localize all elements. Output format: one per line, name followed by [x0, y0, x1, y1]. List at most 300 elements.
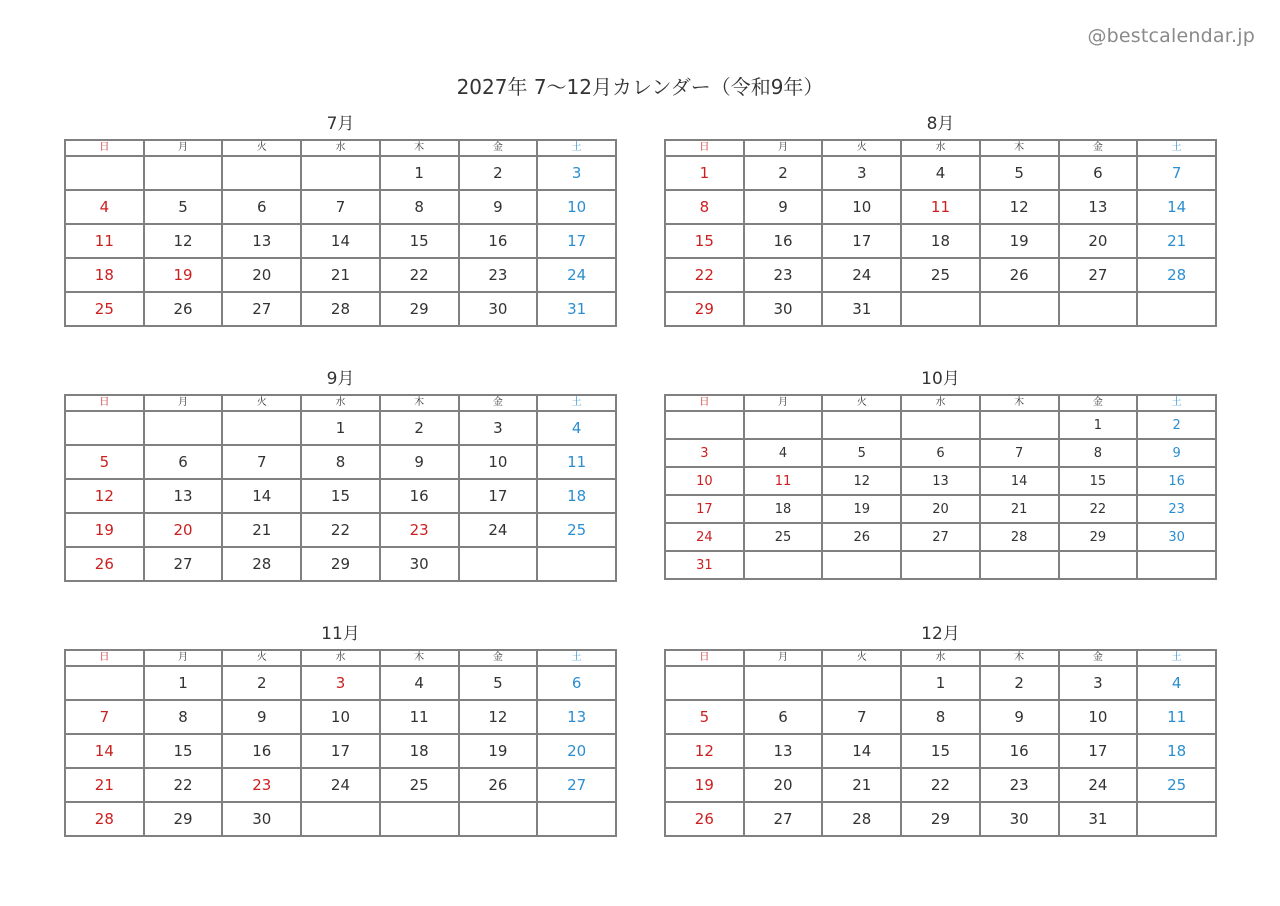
week-row [665, 666, 1216, 700]
day-cell: 16 [980, 734, 1059, 768]
day-cell [901, 292, 980, 326]
day-cell: 1 [144, 666, 223, 700]
day-cell: 8 [901, 700, 980, 734]
day-cell: 10 [537, 190, 616, 224]
day-cell: 11 [65, 224, 144, 258]
week-row [65, 768, 616, 802]
day-cell: 3 [301, 666, 380, 700]
day-cell: 14 [301, 224, 380, 258]
day-cell: 1 [901, 666, 980, 700]
day-cell: 12 [980, 190, 1059, 224]
day-cell: 23 [744, 258, 823, 292]
day-cell: 5 [144, 190, 223, 224]
month-title: 11月 [321, 624, 360, 644]
weekday-header: 土 [1137, 650, 1216, 666]
day-cell: 6 [537, 666, 616, 700]
site-credit: @bestcalendar.jp [1087, 25, 1255, 47]
day-cell: 16 [744, 224, 823, 258]
day-cell: 2 [222, 666, 301, 700]
day-cell: 6 [1059, 156, 1138, 190]
day-cell: 18 [537, 479, 616, 513]
day-cell: 19 [459, 734, 538, 768]
day-cell: 12 [822, 467, 901, 495]
weekday-header-row [665, 650, 1216, 666]
day-cell: 28 [65, 802, 144, 836]
day-cell: 12 [459, 700, 538, 734]
weekday-header-row [65, 650, 616, 666]
week-row [65, 445, 616, 479]
day-cell: 8 [380, 190, 459, 224]
week-row [665, 411, 1216, 439]
week-row [65, 411, 616, 445]
day-cell: 1 [665, 156, 744, 190]
day-cell: 25 [744, 523, 823, 551]
day-cell: 28 [301, 292, 380, 326]
day-cell: 7 [65, 700, 144, 734]
day-cell: 9 [222, 700, 301, 734]
day-cell: 24 [822, 258, 901, 292]
day-cell [537, 547, 616, 581]
day-cell: 26 [980, 258, 1059, 292]
day-cell: 21 [1137, 224, 1216, 258]
day-cell: 19 [822, 495, 901, 523]
day-cell: 10 [301, 700, 380, 734]
day-cell: 5 [65, 445, 144, 479]
day-cell: 2 [380, 411, 459, 445]
day-cell: 24 [1059, 768, 1138, 802]
day-cell: 10 [822, 190, 901, 224]
page-title: 2027年 7〜12月カレンダー（令和9年） [456, 75, 824, 99]
month-title: 8月 [926, 114, 955, 134]
week-row [65, 156, 616, 190]
weekday-header: 木 [380, 140, 459, 156]
weekday-header: 土 [537, 395, 616, 411]
day-cell: 6 [144, 445, 223, 479]
weekday-header-row [65, 140, 616, 156]
day-cell: 3 [537, 156, 616, 190]
day-cell: 2 [980, 666, 1059, 700]
month-title: 9月 [326, 369, 355, 389]
week-row [665, 439, 1216, 467]
weekday-header-row [665, 140, 1216, 156]
day-cell: 18 [380, 734, 459, 768]
day-cell: 13 [222, 224, 301, 258]
week-row [665, 156, 1216, 190]
day-cell: 4 [537, 411, 616, 445]
weekday-header: 月 [144, 140, 223, 156]
day-cell: 31 [822, 292, 901, 326]
day-cell: 29 [901, 802, 980, 836]
weekday-header: 月 [144, 650, 223, 666]
day-cell: 7 [1137, 156, 1216, 190]
day-cell: 30 [380, 547, 459, 581]
day-cell [144, 411, 223, 445]
month-title: 10月 [921, 369, 960, 389]
day-cell: 6 [901, 439, 980, 467]
day-cell [744, 666, 823, 700]
day-cell: 4 [744, 439, 823, 467]
weekday-header: 金 [1059, 650, 1138, 666]
day-cell: 27 [901, 523, 980, 551]
week-row [665, 467, 1216, 495]
weekday-header: 月 [744, 650, 823, 666]
day-cell: 8 [301, 445, 380, 479]
day-cell [380, 802, 459, 836]
day-cell: 16 [222, 734, 301, 768]
day-cell: 25 [380, 768, 459, 802]
weekday-header: 木 [980, 650, 1059, 666]
week-row [665, 551, 1216, 579]
weekday-header: 水 [301, 140, 380, 156]
month-title: 7月 [326, 114, 355, 134]
day-cell: 17 [537, 224, 616, 258]
day-cell [222, 156, 301, 190]
day-cell [144, 156, 223, 190]
week-row [65, 258, 616, 292]
month-calendar [664, 114, 1217, 327]
day-cell: 30 [459, 292, 538, 326]
day-cell [665, 411, 744, 439]
month-calendar [664, 369, 1217, 580]
month-calendar [64, 369, 617, 582]
day-cell: 26 [65, 547, 144, 581]
day-cell [1137, 292, 1216, 326]
day-cell [537, 802, 616, 836]
day-cell: 22 [1059, 495, 1138, 523]
day-cell: 14 [222, 479, 301, 513]
day-cell: 9 [459, 190, 538, 224]
day-cell: 22 [665, 258, 744, 292]
day-cell [222, 411, 301, 445]
day-cell: 6 [222, 190, 301, 224]
day-cell: 21 [301, 258, 380, 292]
weekday-header: 金 [1059, 140, 1138, 156]
day-cell [1137, 551, 1216, 579]
day-cell [980, 292, 1059, 326]
day-cell: 25 [1137, 768, 1216, 802]
day-cell: 16 [1137, 467, 1216, 495]
day-cell: 17 [1059, 734, 1138, 768]
day-cell: 10 [665, 467, 744, 495]
weekday-header: 水 [901, 395, 980, 411]
day-cell: 7 [980, 439, 1059, 467]
day-cell: 25 [901, 258, 980, 292]
day-cell [459, 802, 538, 836]
day-cell: 3 [822, 156, 901, 190]
week-row [65, 666, 616, 700]
weekday-header: 水 [301, 395, 380, 411]
day-cell: 2 [744, 156, 823, 190]
day-cell: 15 [301, 479, 380, 513]
day-cell: 27 [222, 292, 301, 326]
day-cell [822, 666, 901, 700]
weekday-header: 土 [1137, 395, 1216, 411]
day-cell: 5 [459, 666, 538, 700]
weekday-header: 木 [980, 395, 1059, 411]
weekday-header: 金 [459, 650, 538, 666]
week-row [65, 547, 616, 581]
day-cell: 18 [65, 258, 144, 292]
day-cell: 11 [537, 445, 616, 479]
day-cell: 15 [901, 734, 980, 768]
weekday-header: 木 [380, 650, 459, 666]
week-row [665, 523, 1216, 551]
day-cell: 27 [537, 768, 616, 802]
day-cell: 30 [744, 292, 823, 326]
day-cell: 12 [665, 734, 744, 768]
day-cell: 5 [980, 156, 1059, 190]
week-row [665, 768, 1216, 802]
day-cell: 20 [144, 513, 223, 547]
day-cell: 13 [144, 479, 223, 513]
day-cell: 28 [222, 547, 301, 581]
weekday-header: 月 [144, 395, 223, 411]
day-cell: 12 [144, 224, 223, 258]
weekday-header: 水 [301, 650, 380, 666]
day-cell: 19 [144, 258, 223, 292]
day-cell: 22 [380, 258, 459, 292]
week-row [665, 224, 1216, 258]
day-cell: 13 [744, 734, 823, 768]
weekday-header: 水 [901, 650, 980, 666]
day-cell: 7 [822, 700, 901, 734]
day-cell: 5 [665, 700, 744, 734]
day-cell: 5 [822, 439, 901, 467]
day-cell: 16 [380, 479, 459, 513]
weekday-header: 日 [665, 140, 744, 156]
day-cell: 20 [901, 495, 980, 523]
week-row [65, 734, 616, 768]
month-calendar [664, 624, 1217, 837]
weekday-header: 火 [822, 650, 901, 666]
day-cell: 31 [537, 292, 616, 326]
day-cell [901, 551, 980, 579]
day-cell: 24 [301, 768, 380, 802]
day-cell: 12 [65, 479, 144, 513]
weekday-header: 金 [459, 140, 538, 156]
day-cell: 26 [665, 802, 744, 836]
day-cell: 23 [1137, 495, 1216, 523]
weekday-header: 日 [65, 140, 144, 156]
day-cell: 8 [144, 700, 223, 734]
day-cell [665, 666, 744, 700]
week-row [665, 258, 1216, 292]
day-cell: 15 [144, 734, 223, 768]
day-cell: 2 [459, 156, 538, 190]
week-row [665, 700, 1216, 734]
weekday-header-row [65, 395, 616, 411]
day-cell: 19 [665, 768, 744, 802]
weekday-header: 火 [222, 395, 301, 411]
day-cell: 24 [459, 513, 538, 547]
day-cell [980, 551, 1059, 579]
day-cell: 1 [301, 411, 380, 445]
day-cell: 11 [1137, 700, 1216, 734]
day-cell: 14 [980, 467, 1059, 495]
week-row [665, 495, 1216, 523]
day-cell: 9 [380, 445, 459, 479]
weekday-header: 火 [222, 650, 301, 666]
day-cell: 29 [665, 292, 744, 326]
day-cell: 29 [144, 802, 223, 836]
day-cell: 17 [665, 495, 744, 523]
month-table [664, 649, 1217, 837]
day-cell [65, 411, 144, 445]
day-cell: 28 [1137, 258, 1216, 292]
day-cell: 11 [901, 190, 980, 224]
day-cell: 20 [537, 734, 616, 768]
weekday-header: 木 [380, 395, 459, 411]
month-calendar [64, 114, 617, 327]
day-cell: 1 [1059, 411, 1138, 439]
day-cell: 20 [1059, 224, 1138, 258]
day-cell: 26 [459, 768, 538, 802]
day-cell: 29 [380, 292, 459, 326]
day-cell: 21 [65, 768, 144, 802]
day-cell [65, 666, 144, 700]
week-row [665, 734, 1216, 768]
day-cell: 8 [665, 190, 744, 224]
day-cell: 14 [65, 734, 144, 768]
day-cell: 4 [901, 156, 980, 190]
day-cell: 3 [459, 411, 538, 445]
day-cell: 30 [980, 802, 1059, 836]
day-cell [822, 551, 901, 579]
weekday-header: 日 [65, 395, 144, 411]
week-row [65, 513, 616, 547]
day-cell: 29 [1059, 523, 1138, 551]
weekday-header: 金 [1059, 395, 1138, 411]
day-cell: 20 [744, 768, 823, 802]
day-cell [301, 802, 380, 836]
weekday-header: 月 [744, 395, 823, 411]
week-row [65, 224, 616, 258]
day-cell: 13 [901, 467, 980, 495]
day-cell [901, 411, 980, 439]
day-cell [1059, 551, 1138, 579]
day-cell [301, 156, 380, 190]
day-cell: 23 [980, 768, 1059, 802]
weekday-header: 土 [537, 650, 616, 666]
day-cell: 13 [1059, 190, 1138, 224]
day-cell: 4 [65, 190, 144, 224]
day-cell: 15 [665, 224, 744, 258]
day-cell [822, 411, 901, 439]
month-table [64, 649, 617, 837]
week-row [665, 190, 1216, 224]
day-cell: 21 [222, 513, 301, 547]
day-cell [980, 411, 1059, 439]
day-cell: 31 [1059, 802, 1138, 836]
weekday-header: 水 [901, 140, 980, 156]
day-cell: 23 [380, 513, 459, 547]
day-cell: 11 [744, 467, 823, 495]
day-cell: 4 [380, 666, 459, 700]
day-cell [744, 551, 823, 579]
day-cell: 9 [980, 700, 1059, 734]
day-cell: 16 [459, 224, 538, 258]
day-cell: 13 [537, 700, 616, 734]
day-cell [744, 411, 823, 439]
day-cell: 3 [665, 439, 744, 467]
day-cell: 27 [744, 802, 823, 836]
day-cell: 25 [65, 292, 144, 326]
day-cell [459, 547, 538, 581]
day-cell: 4 [1137, 666, 1216, 700]
day-cell: 11 [380, 700, 459, 734]
weekday-header: 日 [665, 395, 744, 411]
day-cell: 14 [1137, 190, 1216, 224]
day-cell: 8 [1059, 439, 1138, 467]
day-cell: 10 [459, 445, 538, 479]
day-cell: 28 [822, 802, 901, 836]
day-cell: 18 [744, 495, 823, 523]
day-cell: 15 [1059, 467, 1138, 495]
week-row [65, 479, 616, 513]
day-cell: 23 [222, 768, 301, 802]
day-cell: 30 [222, 802, 301, 836]
weekday-header-row [665, 395, 1216, 411]
day-cell [65, 156, 144, 190]
month-title: 12月 [921, 624, 960, 644]
day-cell: 27 [144, 547, 223, 581]
day-cell: 9 [744, 190, 823, 224]
week-row [65, 802, 616, 836]
day-cell: 18 [1137, 734, 1216, 768]
day-cell: 29 [301, 547, 380, 581]
day-cell: 20 [222, 258, 301, 292]
day-cell: 2 [1137, 411, 1216, 439]
day-cell: 17 [301, 734, 380, 768]
day-cell: 27 [1059, 258, 1138, 292]
day-cell: 23 [459, 258, 538, 292]
day-cell: 9 [1137, 439, 1216, 467]
day-cell: 17 [822, 224, 901, 258]
week-row [65, 292, 616, 326]
day-cell: 14 [822, 734, 901, 768]
day-cell: 28 [980, 523, 1059, 551]
week-row [65, 190, 616, 224]
month-table [664, 139, 1217, 327]
weekday-header: 土 [1137, 140, 1216, 156]
day-cell: 21 [980, 495, 1059, 523]
day-cell: 22 [901, 768, 980, 802]
day-cell: 22 [144, 768, 223, 802]
day-cell: 6 [744, 700, 823, 734]
week-row [665, 802, 1216, 836]
day-cell: 25 [537, 513, 616, 547]
weekday-header: 金 [459, 395, 538, 411]
day-cell: 19 [65, 513, 144, 547]
month-table [64, 139, 617, 327]
week-row [65, 700, 616, 734]
day-cell: 7 [301, 190, 380, 224]
day-cell: 3 [1059, 666, 1138, 700]
day-cell: 10 [1059, 700, 1138, 734]
day-cell: 26 [822, 523, 901, 551]
day-cell: 24 [537, 258, 616, 292]
day-cell: 31 [665, 551, 744, 579]
day-cell: 19 [980, 224, 1059, 258]
day-cell [1059, 292, 1138, 326]
day-cell: 17 [459, 479, 538, 513]
weekday-header: 火 [222, 140, 301, 156]
day-cell: 1 [380, 156, 459, 190]
weekday-header: 火 [822, 395, 901, 411]
day-cell [1137, 802, 1216, 836]
day-cell: 21 [822, 768, 901, 802]
weekday-header: 木 [980, 140, 1059, 156]
